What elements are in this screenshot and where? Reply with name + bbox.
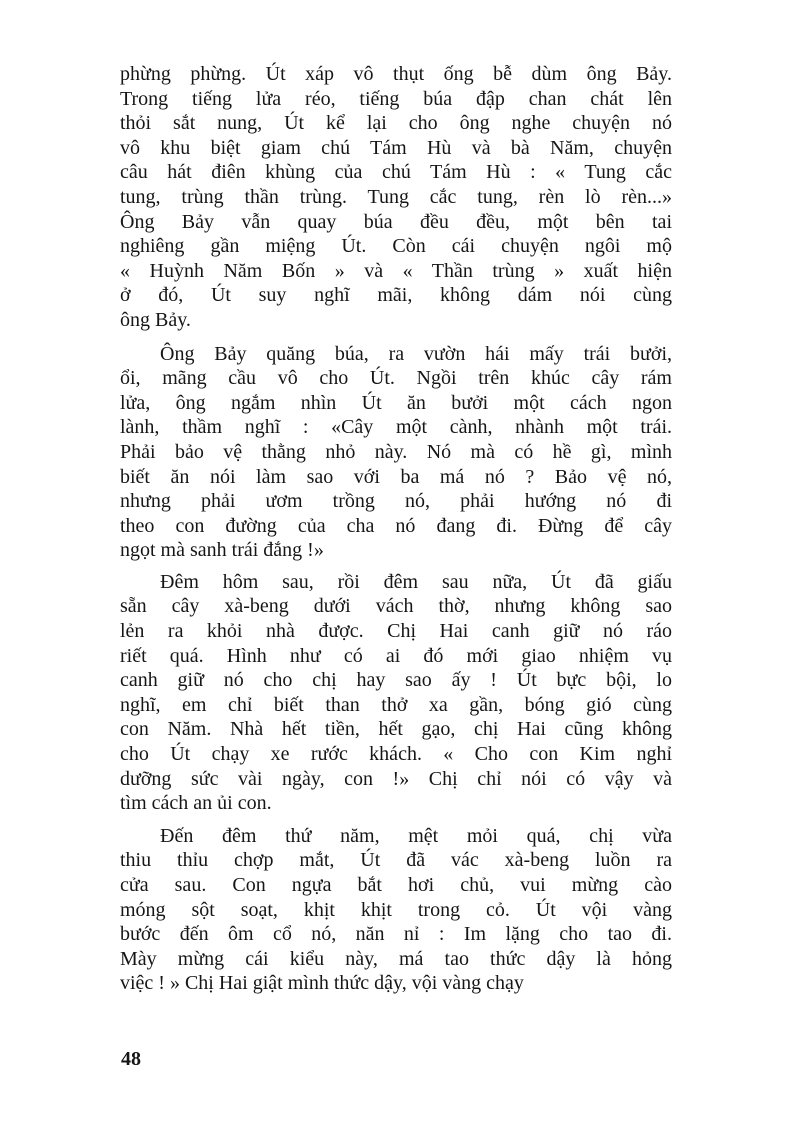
text-line: nghiêng gần miệng Út. Còn cái chuyện ngôi mộ [120, 235, 672, 258]
text-line: nhưng phải ươm trồng nó, phải hướng nó đi [120, 490, 672, 513]
text-line: lửa, ông ngắm nhìn Út ăn bưởi một cách ngon [120, 391, 672, 414]
text-line: canh giữ nó cho chị hay sao ấy ! Út bực bội, lo [120, 669, 672, 692]
text-line: lành, thầm nghĩ : «Cây một cành, nhành một trái. [120, 416, 672, 439]
paragraph [120, 570, 672, 816]
page-body [120, 62, 672, 996]
text-line: sẵn cây xà-beng dưới vách thờ, nhưng không sao [120, 595, 672, 618]
text-line: thỏi sắt nung, Út kể lại cho ông nghe chuyện nó [120, 112, 672, 135]
text-line: riết quá. Hình như có ai đó mới giao nhiệm vụ [120, 644, 672, 667]
text-line: Phải bảo vệ thằng nhỏ này. Nó mà có hề gì, mình [120, 440, 672, 463]
paragraph [120, 824, 672, 996]
text-line: tung, trùng thần trùng. Tung cắc tung, rèn lò rèn...» [120, 185, 672, 208]
text-line: theo con đường của cha nó đang đi. Đừng để cây [120, 514, 672, 537]
paragraph [120, 342, 672, 563]
text-line: ổi, mãng cầu vô cho Út. Ngồi trên khúc cây rám [120, 367, 672, 390]
text-line: câu hát điên khùng của chú Tám Hù : « Tung cắc [120, 161, 672, 184]
text-line: biết ăn nói làm sao với ba má nó ? Bảo vệ nó, [120, 465, 672, 488]
text-line: cửa sau. Con ngựa bắt hơi chủ, vui mừng cào [120, 874, 672, 896]
text-line: Đến đêm thứ năm, mệt mỏi quá, chị vừa [160, 824, 672, 847]
text-line: Trong tiếng lửa réo, tiếng búa đập chan chát lên [120, 87, 672, 110]
text-line: dưỡng sức vài ngày, con !» Chị chỉ nói có vậy và [120, 767, 672, 790]
text-line: con Năm. Nhà hết tiền, hết gạo, chị Hai cũng không [120, 718, 672, 741]
text-line: nghĩ, em chỉ biết than thở xa gần, bóng gió cùng [120, 693, 672, 716]
text-line: ông Bảy. [120, 308, 191, 331]
text-line: ở đó, Út suy nghĩ mãi, không dám nói cùng [120, 284, 672, 307]
text-line: thiu thỉu chợp mắt, Út đã vác xà-beng luồn ra [120, 849, 672, 872]
text-line: móng sột soạt, khịt khịt trong cỏ. Út vội vàng [120, 898, 672, 921]
text-line: tìm cách an ủi con. [120, 792, 272, 815]
paragraph [120, 62, 672, 333]
text-line: Mày mừng cái kiểu này, má tao thức dậy là hỏng [120, 947, 672, 970]
text-line: ngọt mà sanh trái đắng !» [120, 539, 324, 562]
text-line: bước đến ôm cổ nó, năn nỉ : Im lặng cho tao đi. [120, 923, 672, 946]
text-line: « Huỳnh Năm Bốn » và « Thần trùng » xuất hiện [120, 259, 672, 282]
text-line: cho Út chạy xe rước khách. « Cho con Kim nghỉ [120, 743, 672, 766]
text-line: lẻn ra khỏi nhà được. Chị Hai canh giữ nó ráo [120, 620, 672, 643]
text-line: Ông Bảy quăng búa, ra vườn hái mấy trái bưởi, [160, 342, 672, 365]
text-line: Đêm hôm sau, rồi đêm sau nữa, Út đã giấu [160, 570, 672, 593]
text-line: việc ! » Chị Hai giật mình thức dậy, vội vàng chạy [120, 972, 524, 995]
text-line: phừng phừng. Út xáp vô thụt ống bễ dùm ông Bảy. [120, 63, 672, 85]
text-line: Ông Bảy vẫn quay búa đều đều, một bên tai [120, 210, 672, 233]
text-line: vô khu biệt giam chú Tám Hù và bà Năm, chuyện [120, 136, 672, 159]
page-number: 48 [121, 1048, 141, 1070]
